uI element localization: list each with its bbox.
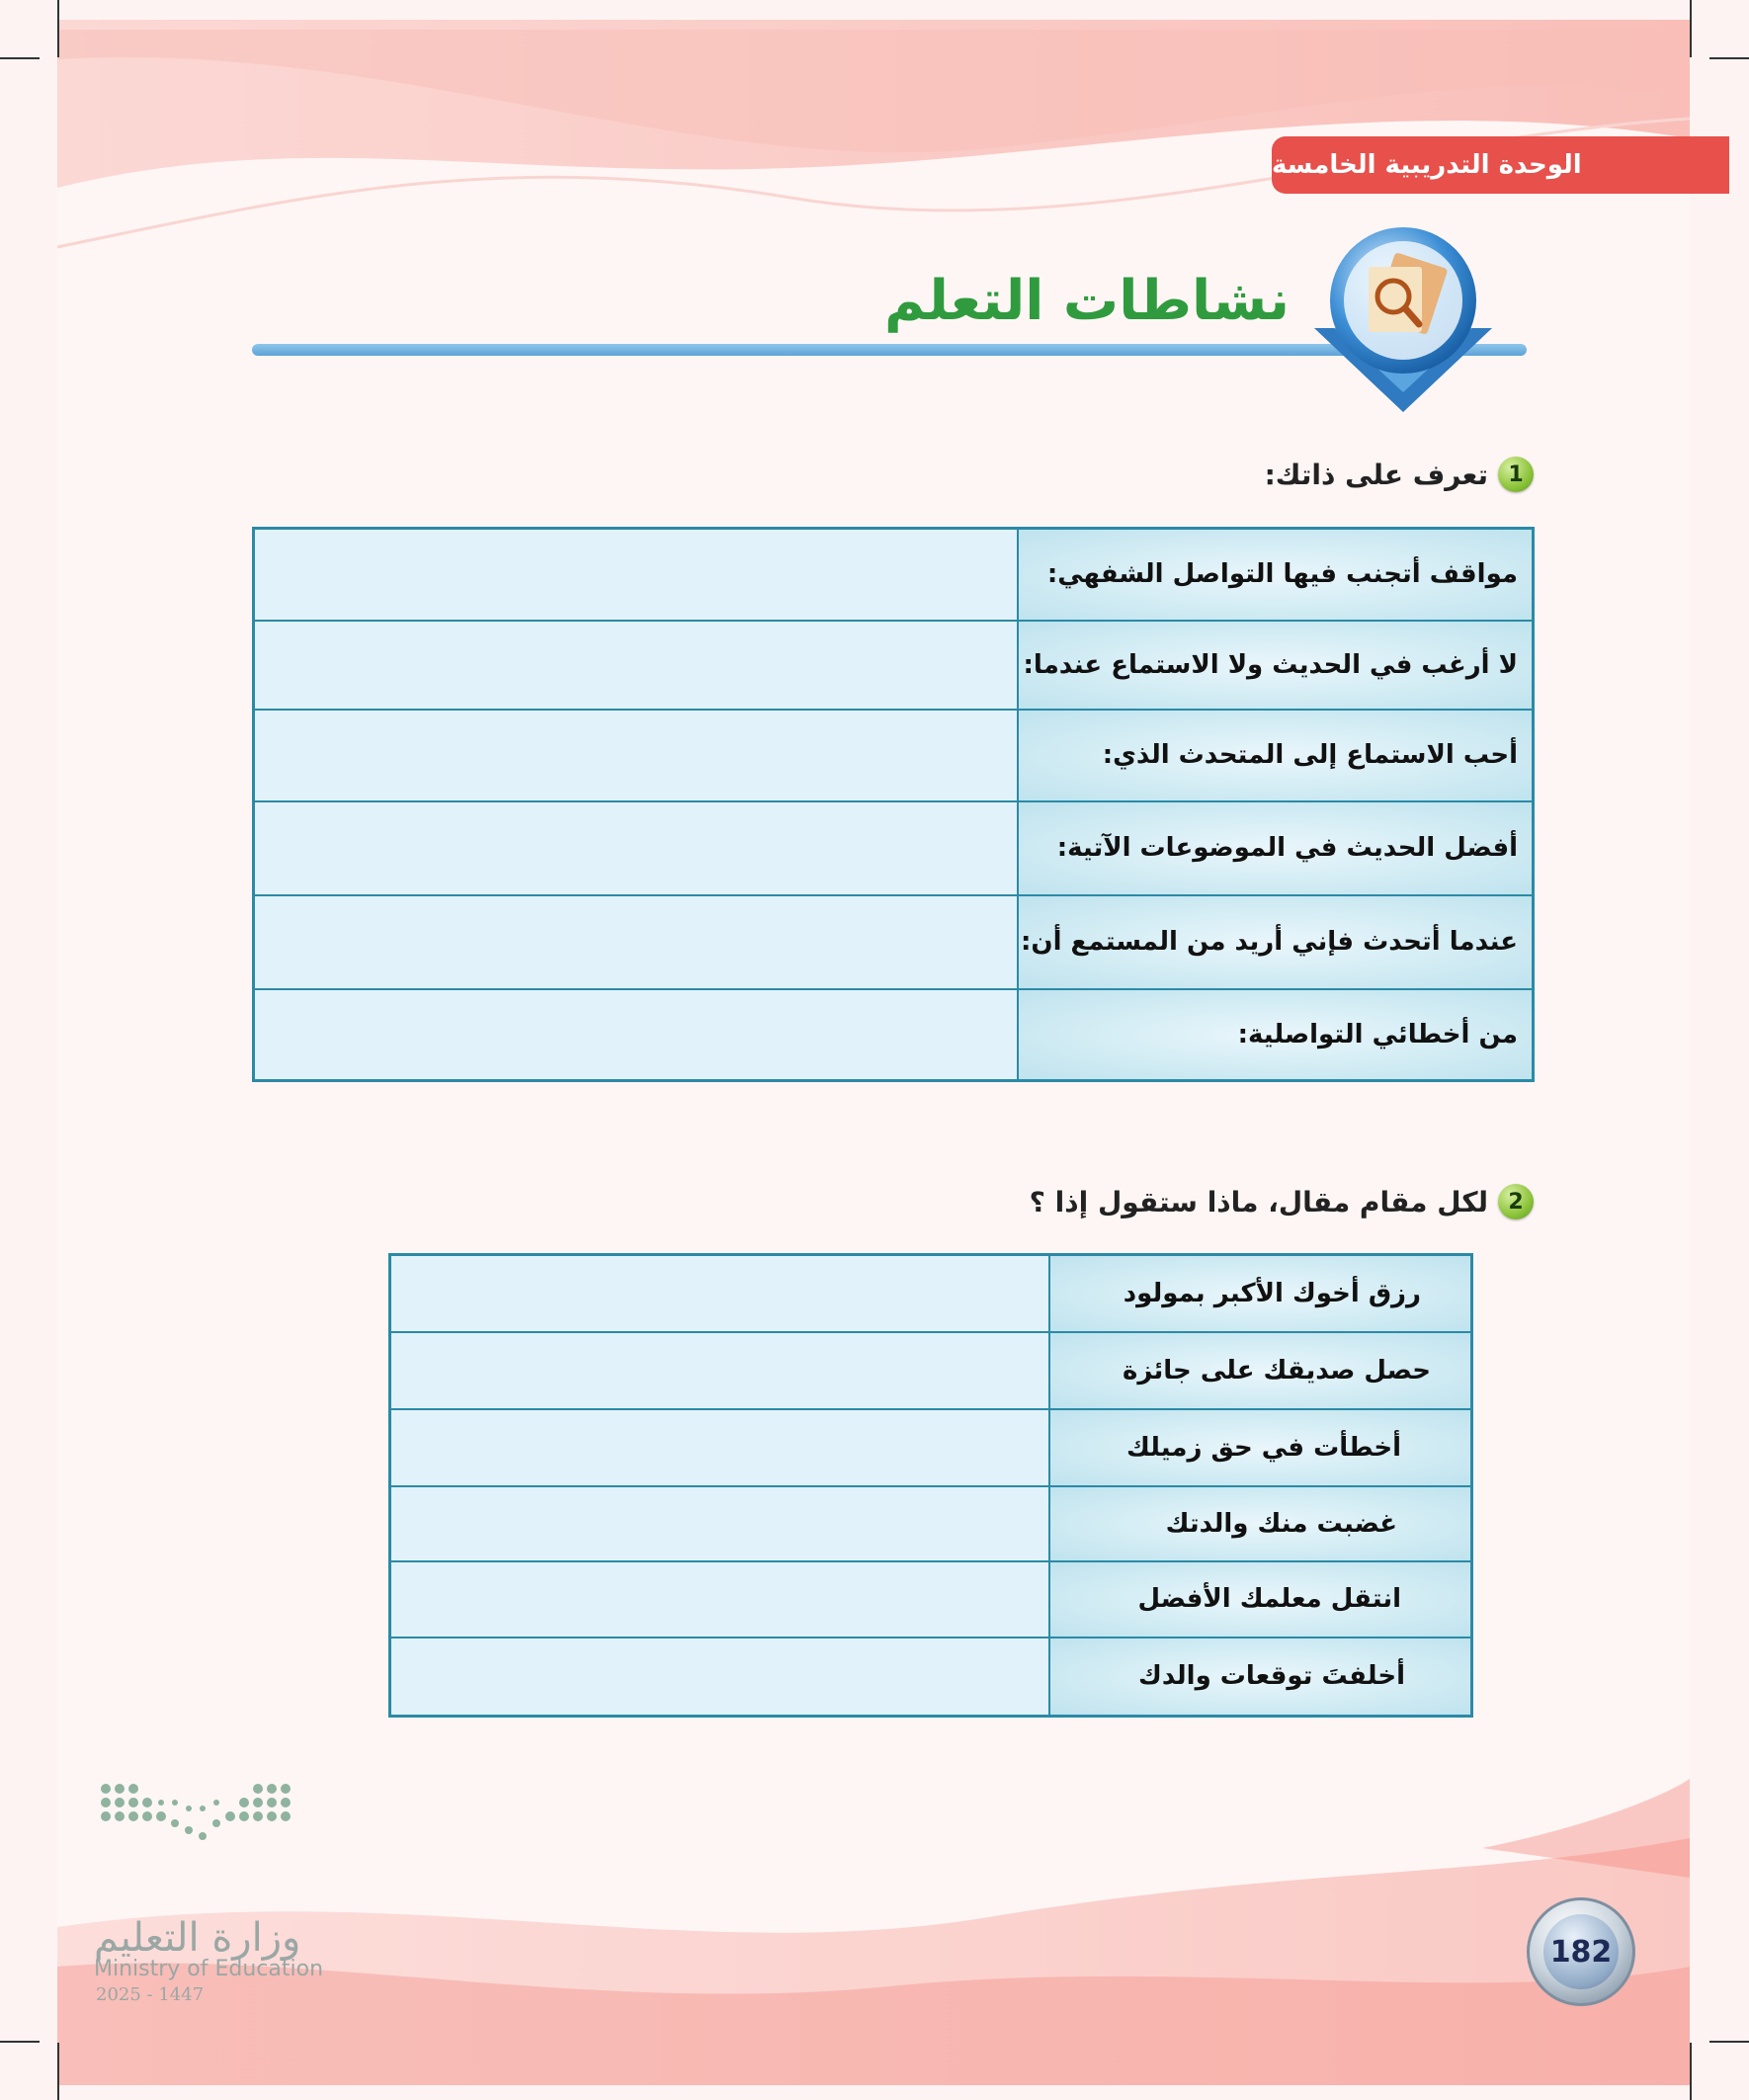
row-label: رزق أخوك الأكبر بمولود	[1049, 1255, 1472, 1332]
answer-cell[interactable]	[254, 989, 1019, 1081]
ministry-name-english: Ministry of Education	[94, 1957, 324, 1981]
page-number-badge	[1527, 1897, 1635, 2006]
row-label: من أخطائي التواصلية:	[1018, 989, 1534, 1081]
table-row	[254, 621, 1534, 710]
row-label: أخلفتَ توقعات والدك	[1049, 1638, 1472, 1717]
answer-cell[interactable]	[390, 1332, 1050, 1409]
row-label: غضبت منك والدتك	[1049, 1486, 1472, 1561]
table-row	[254, 710, 1534, 801]
learning-activities-icon	[1314, 219, 1492, 417]
ministry-name-arabic: وزارة التعليم	[94, 1915, 301, 1961]
answer-cell[interactable]	[254, 801, 1019, 895]
table-row	[390, 1638, 1472, 1717]
table-row	[390, 1255, 1472, 1332]
answer-cell[interactable]	[390, 1486, 1050, 1561]
row-label: أفضل الحديث في الموضوعات الآتية:	[1018, 801, 1534, 895]
edition-year: 2025 - 1447	[96, 1984, 205, 2005]
crop-mark	[1690, 0, 1692, 57]
activity-2-heading	[1030, 1184, 1534, 1219]
answer-cell[interactable]	[390, 1255, 1050, 1332]
row-label: أخطأت في حق زميلك	[1049, 1409, 1472, 1486]
row-label: انتقل معلمك الأفضل	[1049, 1561, 1472, 1638]
answer-cell[interactable]	[390, 1561, 1050, 1638]
crop-mark	[1709, 2041, 1749, 2043]
answer-cell[interactable]	[390, 1638, 1050, 1717]
table-row	[254, 801, 1534, 895]
self-awareness-table	[252, 527, 1535, 1082]
table-row	[390, 1409, 1472, 1486]
answer-cell[interactable]	[254, 710, 1019, 801]
page-title: نشاطات التعلم	[883, 269, 1290, 333]
table-row	[254, 529, 1534, 621]
crop-mark	[57, 0, 59, 57]
activity-1-title: تعرف على ذاتك:	[1264, 458, 1488, 491]
unit-badge: الوحدة التدريبية الخامسة	[1272, 136, 1729, 194]
table-row	[390, 1332, 1472, 1409]
answer-cell[interactable]	[254, 621, 1019, 710]
crop-mark	[0, 57, 40, 59]
table-row	[390, 1561, 1472, 1638]
answer-cell[interactable]	[254, 895, 1019, 989]
activity-2-title: لكل مقام مقال، ماذا ستقول إذا ؟	[1029, 1185, 1488, 1218]
row-label: حصل صديقك على جائزة	[1049, 1332, 1472, 1409]
responses-table	[388, 1253, 1473, 1718]
row-label: لا أرغب في الحديث ولا الاستماع عندما:	[1018, 621, 1534, 710]
crop-mark	[0, 2041, 40, 2043]
page-number: 182	[1543, 1914, 1619, 1989]
table-row	[254, 895, 1534, 989]
answer-cell[interactable]	[390, 1409, 1050, 1486]
row-label: مواقف أتجنب فيها التواصل الشفهي:	[1018, 529, 1534, 621]
crop-mark	[1690, 2043, 1692, 2100]
activity-1-heading	[1265, 457, 1534, 492]
crop-mark	[57, 2043, 59, 2100]
activity-number-badge: 2	[1498, 1184, 1534, 1219]
answer-cell[interactable]	[254, 529, 1019, 621]
activity-number-badge: 1	[1498, 457, 1534, 492]
crop-mark	[1709, 57, 1749, 59]
row-label: عندما أتحدث فإني أريد من المستمع أن:	[1018, 895, 1534, 989]
row-label: أحب الاستماع إلى المتحدث الذي:	[1018, 710, 1534, 801]
table-row	[254, 989, 1534, 1081]
table-row	[390, 1486, 1472, 1561]
